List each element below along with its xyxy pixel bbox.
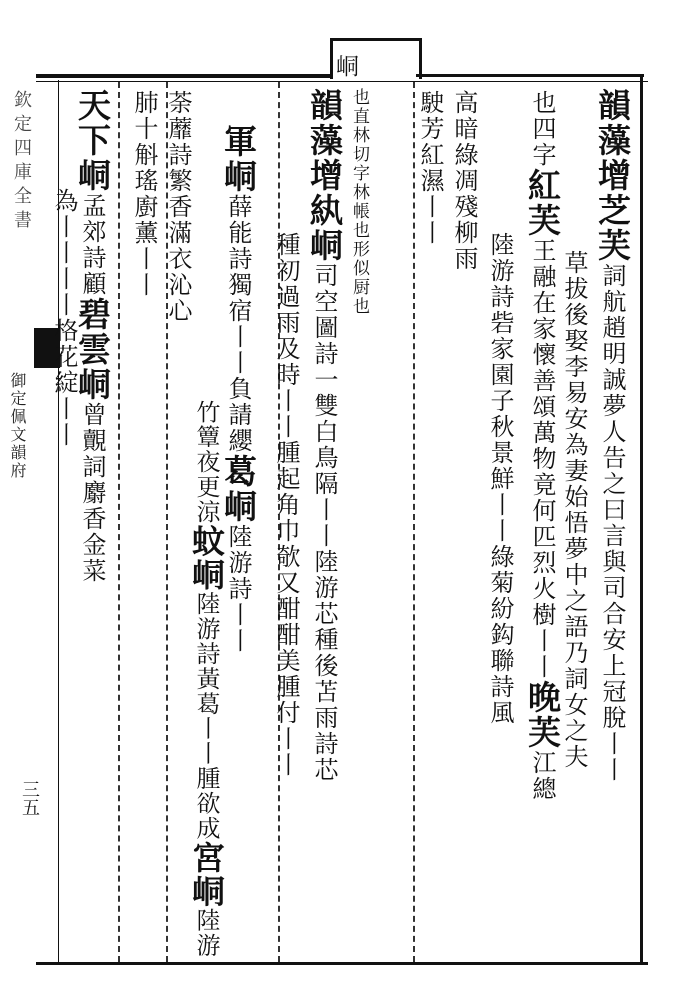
text-column bbox=[274, 232, 298, 778]
column-rule bbox=[413, 82, 415, 962]
entry-text: 丨丨 bbox=[598, 731, 626, 783]
text-column bbox=[488, 232, 512, 726]
entry-heading: 紅芙 bbox=[523, 168, 562, 238]
entry-heading: 晚芙 bbox=[523, 680, 562, 750]
entry-text: 司空圖詩一雙白鳥隔丨丨陸游芯種後苫雨詩芯 bbox=[310, 263, 338, 783]
entry-text: 詞航趙明誠夢人告之曰言與司合安上冠脫 bbox=[598, 263, 626, 731]
top-border-right bbox=[416, 74, 644, 77]
entry-heading: 碧雲峒 bbox=[73, 297, 112, 402]
entry-text: 竹簟夜更涼 bbox=[192, 400, 220, 525]
entry-text: 曾覿詞麝香金菜 bbox=[78, 402, 106, 584]
entry-text: 王融在家懷善頌萬物竟何匹烈火樹丨丨 bbox=[528, 238, 556, 680]
entry-text: 種初過雨及時丨丨腫起角巾欹又酣酣美腫付丨丨 bbox=[272, 232, 300, 778]
entry-heading: 韻藻增紈 bbox=[305, 88, 344, 228]
text-column bbox=[132, 90, 156, 298]
text-column bbox=[562, 250, 586, 770]
text-column bbox=[418, 90, 442, 246]
entry-text: 肺十斛瑤廚薰丨丨 bbox=[130, 90, 158, 298]
entry-heading: 峒 bbox=[305, 228, 344, 263]
text-column bbox=[593, 88, 632, 783]
heading-title: 峒 bbox=[336, 54, 360, 80]
entry-text: 陸游 bbox=[192, 908, 220, 959]
entry-heading: 葛峒 bbox=[219, 454, 258, 524]
entry-text: 詩風 bbox=[486, 674, 514, 726]
entry-text: 草拔後娶李易安為妻始悟夢中之語乃詞女之夫 bbox=[560, 250, 588, 770]
text-column bbox=[219, 124, 258, 654]
entry-heading: 軍峒 bbox=[219, 124, 258, 194]
text-column bbox=[166, 90, 190, 324]
text-column bbox=[523, 90, 562, 802]
entry-text: 陸游詩黃葛丨丨腫欲成 bbox=[192, 591, 220, 842]
text-column bbox=[73, 88, 112, 584]
column-rule bbox=[118, 82, 120, 962]
margin-book-label: 欽定四庫全書 bbox=[11, 90, 32, 234]
entry-text: 孟郊詩顧 bbox=[78, 193, 106, 297]
entry-text: 荼蘼詩繁香滿衣沁心 bbox=[164, 90, 192, 324]
entry-text: 高暗綠凋殘柳雨 bbox=[450, 90, 478, 272]
page-number: 三五 bbox=[19, 780, 40, 816]
entry-text: 陸游詩砦家園子秋景鮮丨丨綠菊紛鈎聯 bbox=[486, 232, 514, 674]
entry-text: 為丨丨丨丨 bbox=[50, 188, 78, 318]
entry-text: 江總 bbox=[528, 750, 556, 802]
entry-text: 駛芳紅濕丨丨 bbox=[416, 90, 444, 246]
top-border bbox=[36, 74, 330, 78]
entry-heading: 韻藻增芝芙 bbox=[593, 88, 632, 263]
text-column bbox=[52, 188, 76, 448]
bottom-border bbox=[36, 962, 648, 965]
text-column bbox=[305, 88, 344, 783]
top-border-thin bbox=[36, 81, 648, 82]
header-subtitle: 也直林切字林帳也形似厨也 bbox=[349, 88, 369, 316]
entry-text: 陸游詩丨丨 bbox=[224, 524, 252, 654]
entry-heading: 蚊峒 bbox=[187, 524, 226, 592]
right-border bbox=[640, 74, 643, 964]
entry-heading: 天下峒 bbox=[73, 88, 112, 193]
entry-text: 格花綻丨丨 bbox=[50, 318, 78, 448]
entry-text: 薛能詩獨宿丨丨負請纓 bbox=[224, 194, 252, 454]
text-column bbox=[452, 90, 476, 272]
entry-heading: 宮峒 bbox=[187, 841, 226, 909]
entry-text: 也四字 bbox=[528, 90, 556, 168]
text-column bbox=[187, 400, 226, 959]
margin-book-title: 御定佩文韻府 bbox=[8, 372, 27, 480]
